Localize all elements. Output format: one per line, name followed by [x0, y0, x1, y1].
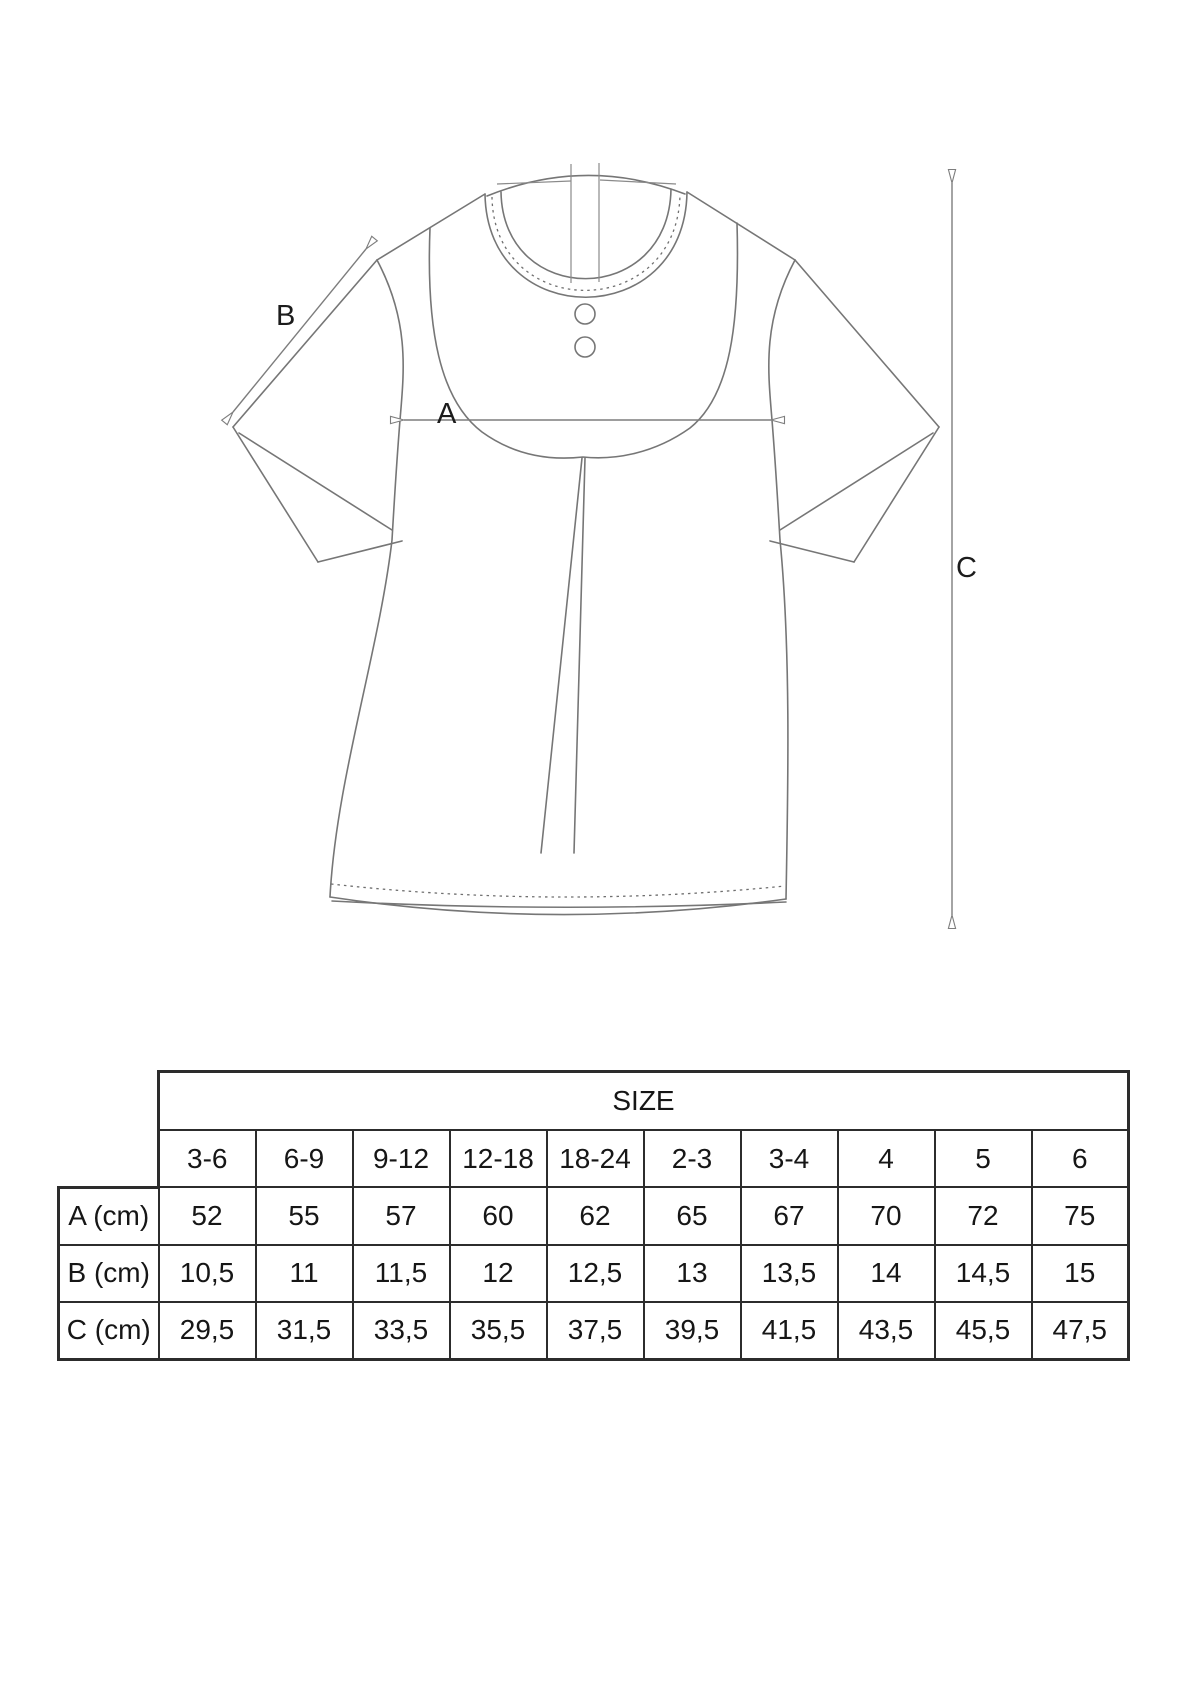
right-body-side: [769, 260, 795, 899]
table-row-header: [59, 1072, 1129, 1131]
value-cell: 65: [644, 1187, 741, 1245]
size-cell: 3-6: [159, 1130, 256, 1187]
value-cell: 33,5: [353, 1302, 450, 1360]
garment-outline: [233, 163, 939, 915]
value-cell: 13: [644, 1245, 741, 1302]
size-cell: 4: [838, 1130, 935, 1187]
row-label-cell: C (cm): [59, 1302, 159, 1360]
right-cuff-fold-line: [780, 433, 933, 530]
hem: [330, 884, 786, 915]
value-cell: 11,5: [353, 1245, 450, 1302]
table-row-a: [59, 1187, 1129, 1245]
button-top: [575, 304, 595, 324]
size-cell: 18-24: [547, 1130, 644, 1187]
neckline: [485, 163, 687, 297]
neck-opening-inner-edge: [501, 189, 671, 279]
value-cell: 11: [256, 1245, 353, 1302]
value-cell: 31,5: [256, 1302, 353, 1360]
size-chart-table: [57, 1070, 1130, 1361]
value-cell: 15: [1032, 1245, 1129, 1302]
size-cell: 6: [1032, 1130, 1129, 1187]
value-cell: 13,5: [741, 1245, 838, 1302]
value-cell: 57: [353, 1187, 450, 1245]
neck-binding-outer-edge: [485, 192, 687, 297]
back-neck-top-edge: [487, 175, 685, 196]
value-cell: 14: [838, 1245, 935, 1302]
right-shoulder-seam: [687, 192, 795, 260]
center-pleat: [541, 458, 585, 853]
value-cell: 29,5: [159, 1302, 256, 1360]
ghost-cell: [59, 1130, 159, 1187]
hem-stitch-line: [331, 884, 785, 897]
size-header-cell: SIZE: [159, 1072, 1129, 1131]
value-cell: 52: [159, 1187, 256, 1245]
label-c: C: [956, 552, 977, 584]
size-cell: 6-9: [256, 1130, 353, 1187]
value-cell: 45,5: [935, 1302, 1032, 1360]
value-cell: 37,5: [547, 1302, 644, 1360]
left-shoulder-seam: [377, 194, 485, 260]
size-cell: 3-4: [741, 1130, 838, 1187]
size-cell: 2-3: [644, 1130, 741, 1187]
value-cell: 67: [741, 1187, 838, 1245]
left-cuff-fold-line: [239, 433, 392, 530]
value-cell: 72: [935, 1187, 1032, 1245]
button-bottom: [575, 337, 595, 357]
size-cell: 12-18: [450, 1130, 547, 1187]
size-cell: 9-12: [353, 1130, 450, 1187]
value-cell: 60: [450, 1187, 547, 1245]
left-body-side: [330, 260, 403, 897]
value-cell: 10,5: [159, 1245, 256, 1302]
value-cell: 12,5: [547, 1245, 644, 1302]
value-cell: 12: [450, 1245, 547, 1302]
value-cell: 62: [547, 1187, 644, 1245]
right-sleeve: [770, 260, 939, 562]
value-cell: 55: [256, 1187, 353, 1245]
row-label-cell: B (cm): [59, 1245, 159, 1302]
value-cell: 35,5: [450, 1302, 547, 1360]
value-cell: 43,5: [838, 1302, 935, 1360]
size-cell: 5: [935, 1130, 1032, 1187]
front-bib-seam: [429, 223, 737, 458]
sleeve-arrow-b: [233, 249, 366, 412]
measurement-arrows: [233, 183, 977, 915]
neck-stitch-line: [492, 194, 680, 290]
value-cell: 47,5: [1032, 1302, 1129, 1360]
label-a: A: [437, 398, 457, 430]
value-cell: 41,5: [741, 1302, 838, 1360]
buttons: [575, 304, 595, 357]
value-cell: 14,5: [935, 1245, 1032, 1302]
table-row-b: [59, 1245, 1129, 1302]
left-sleeve: [233, 260, 402, 562]
value-cell: 75: [1032, 1187, 1129, 1245]
value-cell: 39,5: [644, 1302, 741, 1360]
row-label-cell: A (cm): [59, 1187, 159, 1245]
table-row-c: [59, 1302, 1129, 1360]
value-cell: 70: [838, 1187, 935, 1245]
table-row-sizes: [59, 1130, 1129, 1187]
label-b: B: [276, 300, 296, 332]
ghost-cell: [59, 1072, 159, 1131]
